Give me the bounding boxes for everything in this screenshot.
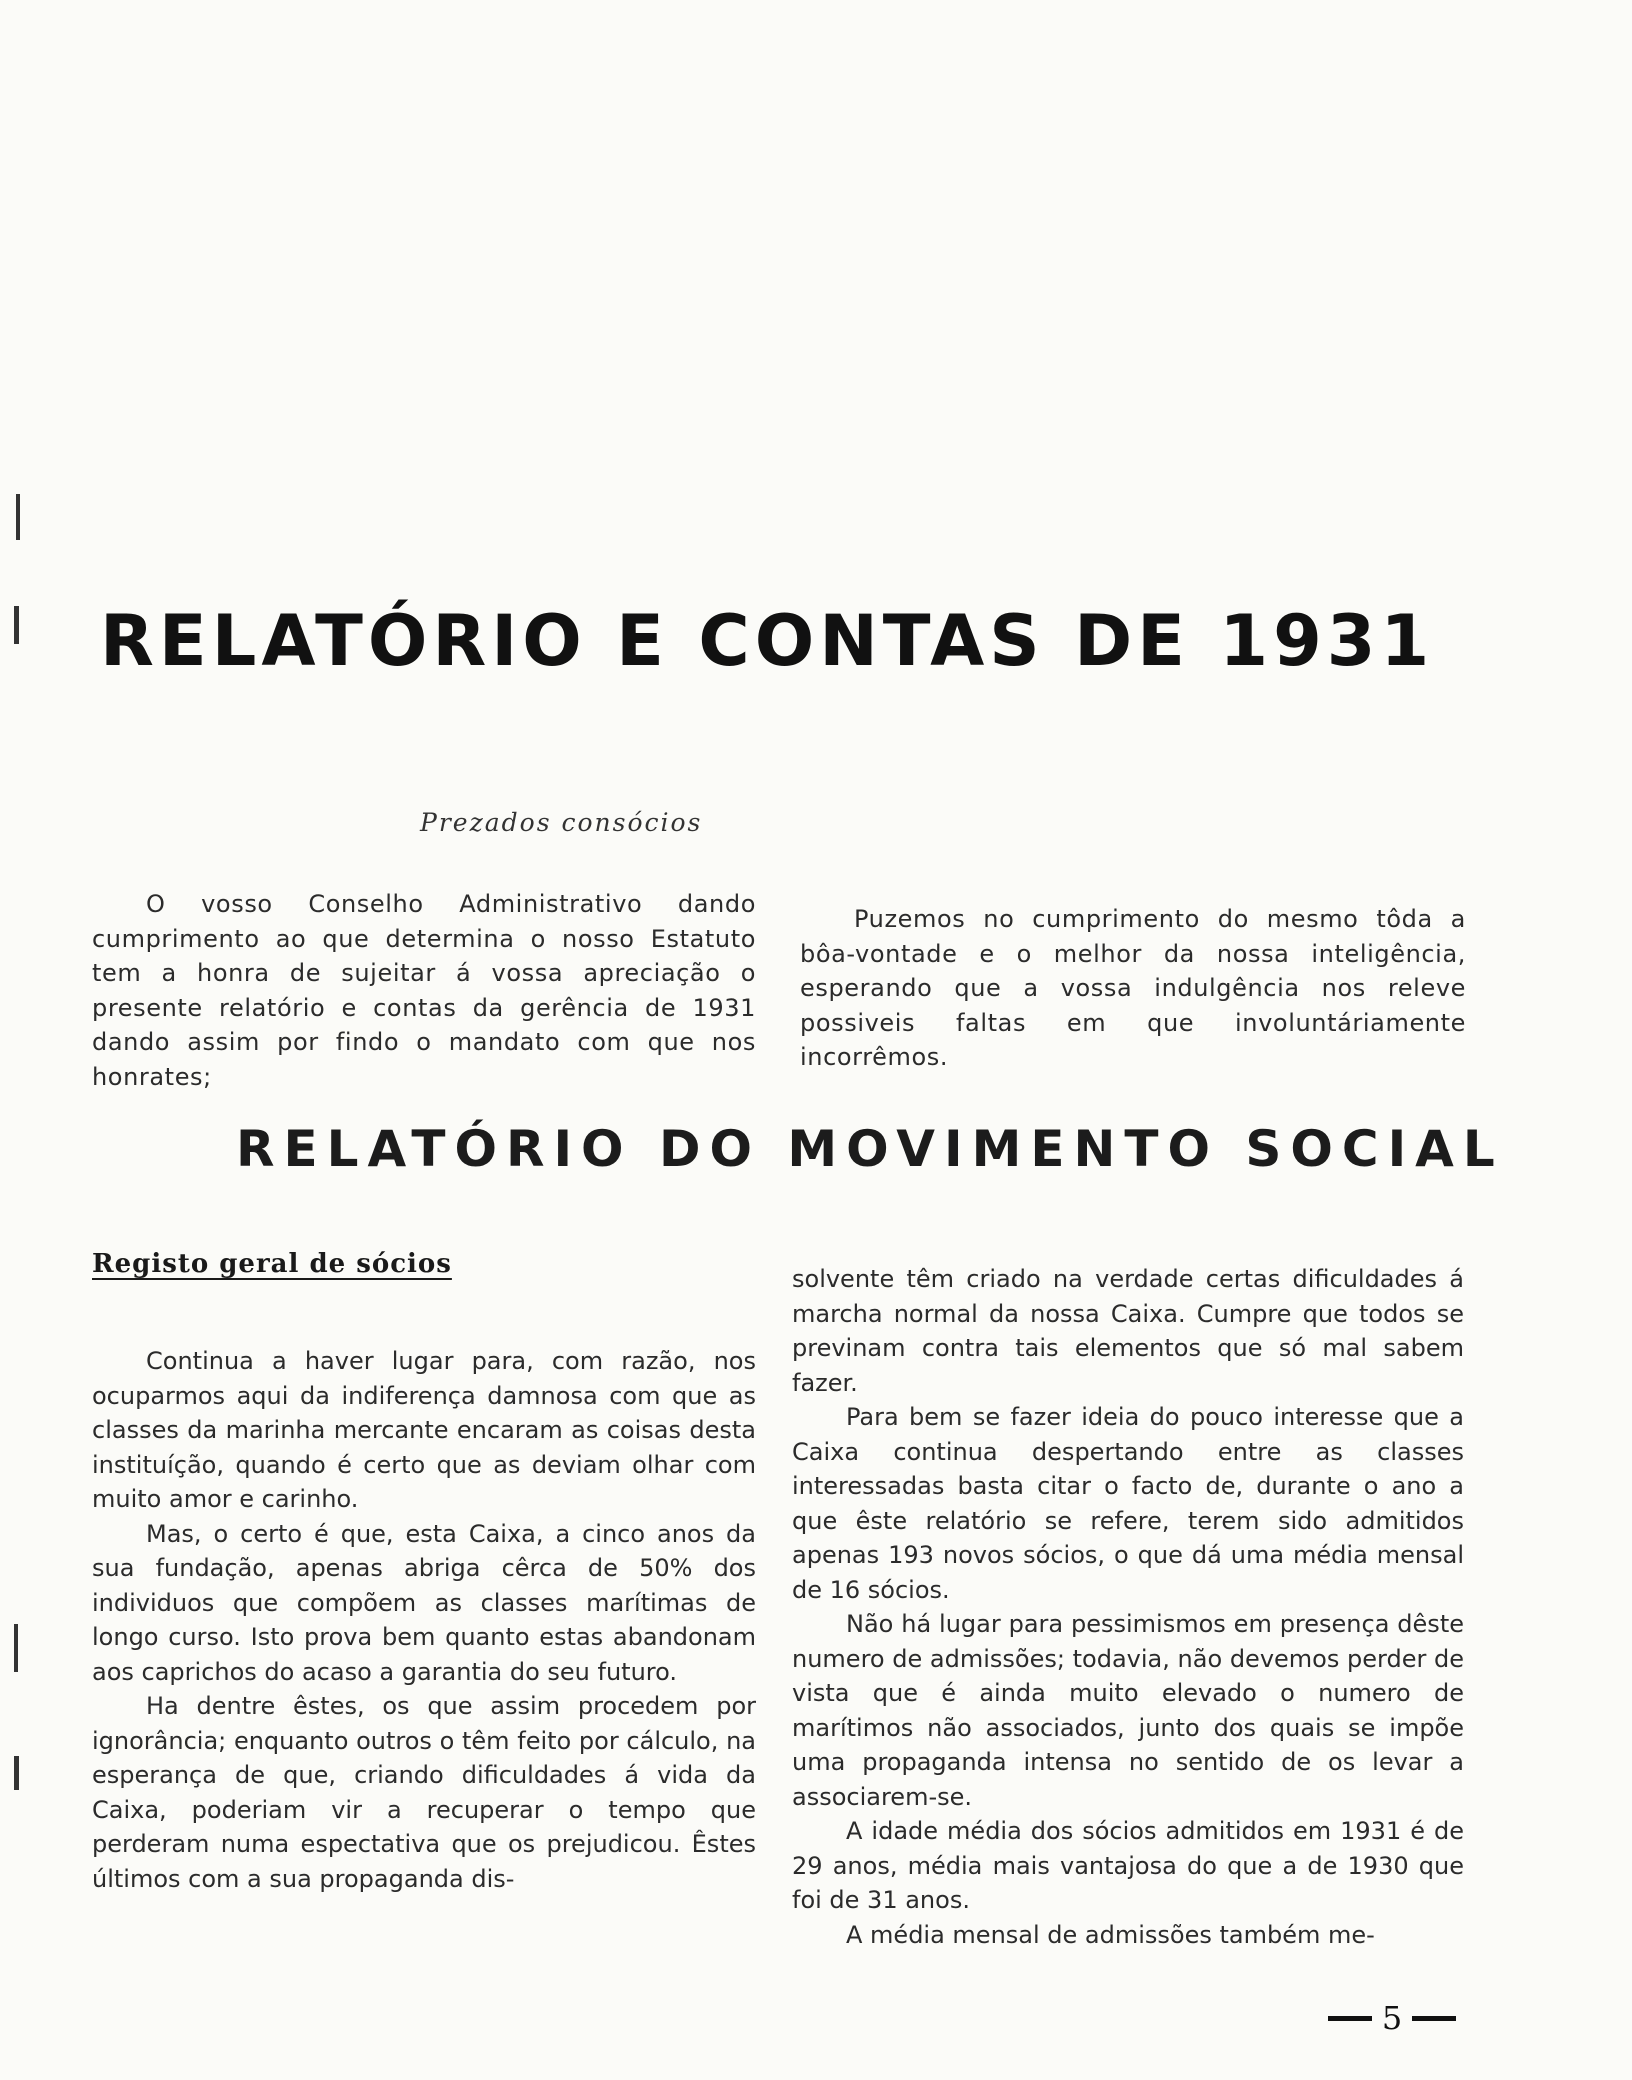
paragraph: Puzemos no cumprimento do mesmo tôda a bôa-vontade e o melhor da nossa inteligência, esperando que a vossa indulgência nos releve possiveis faltas em que involuntáriamente incorrêmos. <box>800 905 1466 1071</box>
left-body-column <box>92 1344 756 1896</box>
paragraph: Mas, o certo é que, esta Caixa, a cinco anos da sua fundação, apenas abriga cêrca de 50% dos individuos que compõem as classes marítimas de longo curso. Isto prova bem quanto estas abandonam aos caprichos do acaso a garantia do seu futuro. <box>92 1519 756 1686</box>
paragraph: A idade média dos sócios admitidos em 1931 é de 29 anos, média mais vantajosa do que a de 1930 que foi de 31 anos. <box>792 1817 1464 1914</box>
paragraph: solvente têm criado na verdade certas dificuldades á marcha normal da nossa Caixa. Cumpre que todos se previnam contra tais elementos que só mal sabem fazer. <box>792 1265 1464 1397</box>
salutation: Prezados consócios <box>420 808 703 837</box>
section-title: RELATÓRIO DO MOVIMENTO SOCIAL <box>236 1120 1504 1178</box>
paragraph: A média mensal de admissões também me- <box>846 1920 1375 1949</box>
paragraph: O vosso Conselho Administrativo dando cumprimento ao que determina o nosso Estatuto tem a honra de sujeitar á vossa apreciação o presente relatório e contas da gerência de 1931 dando assim por findo o mandato com que nos honrates; <box>92 890 756 1091</box>
right-body-column <box>792 1262 1464 1952</box>
paragraph: Não há lugar para pessimismos em presença dêste numero de admissões; todavia, não devemos perder de vista que é ainda muito elevado o numero de marítimos não associados, junto dos quais se impõe uma propaganda intensa no sentido de os levar a associarem-se. <box>792 1610 1464 1811</box>
paragraph: Ha dentre êstes, os que assim procedem por ignorância; enquanto outros o têm feito por cálculo, na esperança de que, criando dificuldades á vida da Caixa, poderiam vir a recuperar o tempo que perderam numa espectativa que os prejudicou. Êstes últimos com a sua propaganda dis- <box>92 1692 756 1893</box>
paragraph: Continua a haver lugar para, com razão, nos ocuparmos aqui da indiferença damnosa com que as classes da marinha mercante encaram as coisas desta instituíção, quando é certo que as deviam olhar com muito amor e carinho. <box>92 1347 756 1513</box>
document-title: RELATÓRIO E CONTAS DE 1931 <box>100 600 1435 682</box>
paragraph: Para bem se fazer ideia do pouco interesse que a Caixa continua despertando entre as classes interessadas basta citar o facto de, durante o ano a que êste relatório se refere, terem sido admitidos apenas 193 novos sócios, o que dá uma média mensal de 16 sócios. <box>792 1403 1464 1604</box>
binding-mark <box>16 494 20 540</box>
subheading: Registo geral de sócios <box>92 1249 452 1279</box>
page-number-footer <box>1312 2000 1472 2036</box>
binding-mark <box>14 606 19 644</box>
binding-mark <box>14 1624 18 1672</box>
dash-ornament <box>1328 2016 1372 2021</box>
page-number: 5 <box>1381 1999 1403 2037</box>
dash-ornament <box>1412 2016 1456 2021</box>
intro-right-column <box>800 902 1466 1075</box>
binding-mark <box>14 1756 19 1790</box>
intro-left-column <box>92 887 756 1094</box>
